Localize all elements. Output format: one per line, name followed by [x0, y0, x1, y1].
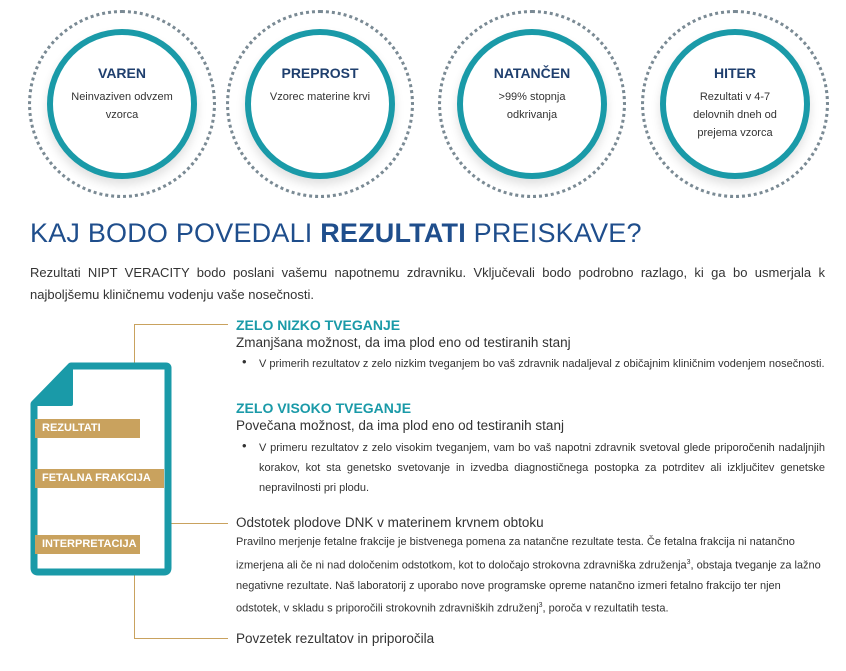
feature-title: PREPROST: [281, 65, 359, 81]
high-risk-title: ZELO VISOKO TVEGANJE: [236, 400, 412, 416]
high-risk-subtitle: Povečana možnost, da ima plod eno od testiranih stanj: [236, 418, 564, 433]
section-heading: [30, 218, 642, 249]
low-risk-bullet: V primerih rezultatov z zelo nizkim tveganjem bo vaš zdravnik nadaljeval z običajnim kliničnim vodenjem nosečnosti.: [259, 358, 825, 370]
label-interpretacija: INTERPRETACIJA: [35, 535, 140, 554]
document-icon: [30, 362, 172, 576]
heading-part: PREISKAVE?: [465, 218, 642, 248]
connector-line-low-risk: [134, 324, 228, 325]
text-part: , poroča v rezultatih testa.: [542, 602, 669, 615]
feature-title: VAREN: [98, 65, 146, 81]
feature-title: HITER: [714, 65, 756, 81]
heading-part: KAJ BODO POVEDALI: [30, 218, 321, 248]
bullet-dot: •: [242, 438, 247, 453]
feature-circle-fast: [641, 10, 829, 198]
feature-description: Rezultati v 4-7 delovnih dneh od prejema vzorca: [693, 91, 777, 139]
feature-circle-accurate: [438, 10, 626, 198]
feature-circle-simple: [226, 10, 414, 198]
feature-description: Vzorec materine krvi: [269, 91, 371, 103]
feature-title: NATANČEN: [493, 65, 571, 81]
intro-paragraph: Rezultati NIPT VERACITY bodo poslani vašemu napotnemu zdravniku. Vključevali bodo podrobno razlago, ki ga bo usmerjala k najboljšemu kliničnemu vodenju vaše nosečnosti.: [30, 265, 825, 302]
feature-description: >99% stopnja odkrivanja: [498, 91, 566, 121]
label-rezultati: REZULTATI: [35, 419, 140, 438]
summary-title: Povzetek rezultatov in priporočila: [236, 631, 435, 646]
text-part: , obstaja tveganje za lažno negativne rezultate. Naš laboratorij z uporabo nove programske opreme natančno izmeri fetalno frakcijo ter njen odstotek, v skladu s priporočili strokovnih zdravniških združenj: [236, 559, 821, 615]
connector-line-summary: [134, 638, 228, 639]
high-risk-bullet: V primeru rezultatov z zelo visokim tveganjem, vam bo vaš napotni zdravnik svetoval glede priporočenih nadaljnjih korakov, kot sta genetsko svetovanje in izvedba diagnostičnega postopka za potrditev ali izključitev genetske nepravilnosti pri plodu.: [259, 442, 825, 494]
low-risk-subtitle: Zmanjšana možnost, da ima plod eno od testiranih stanj: [236, 335, 571, 350]
footnote-ref: 3: [686, 558, 691, 566]
label-fetalna-frakcija: FETALNA FRAKCIJA: [35, 469, 164, 488]
fetal-fraction-text: [236, 532, 828, 619]
feature-circle-safe: [28, 10, 216, 198]
text-part: Pravilno merjenje fetalne frakcije je bistvenega pomena za natančne rezultate testa. Če fetalna frakcija ni natančno izmerjena ali če ni nad določenim odstotkom, kot to določajo strokovna zdravniška združenja: [236, 536, 795, 572]
fetal-fraction-title: Odstotek plodove DNK v materinem krvnem obtoku: [236, 515, 544, 530]
bullet-dot: •: [242, 354, 247, 369]
low-risk-title: ZELO NIZKO TVEGANJE: [236, 317, 401, 333]
feature-description: Neinvaziven odvzem vzorca: [71, 91, 173, 121]
heading-bold: REZULTATI: [320, 218, 466, 248]
footnote-ref: 3: [538, 602, 543, 610]
